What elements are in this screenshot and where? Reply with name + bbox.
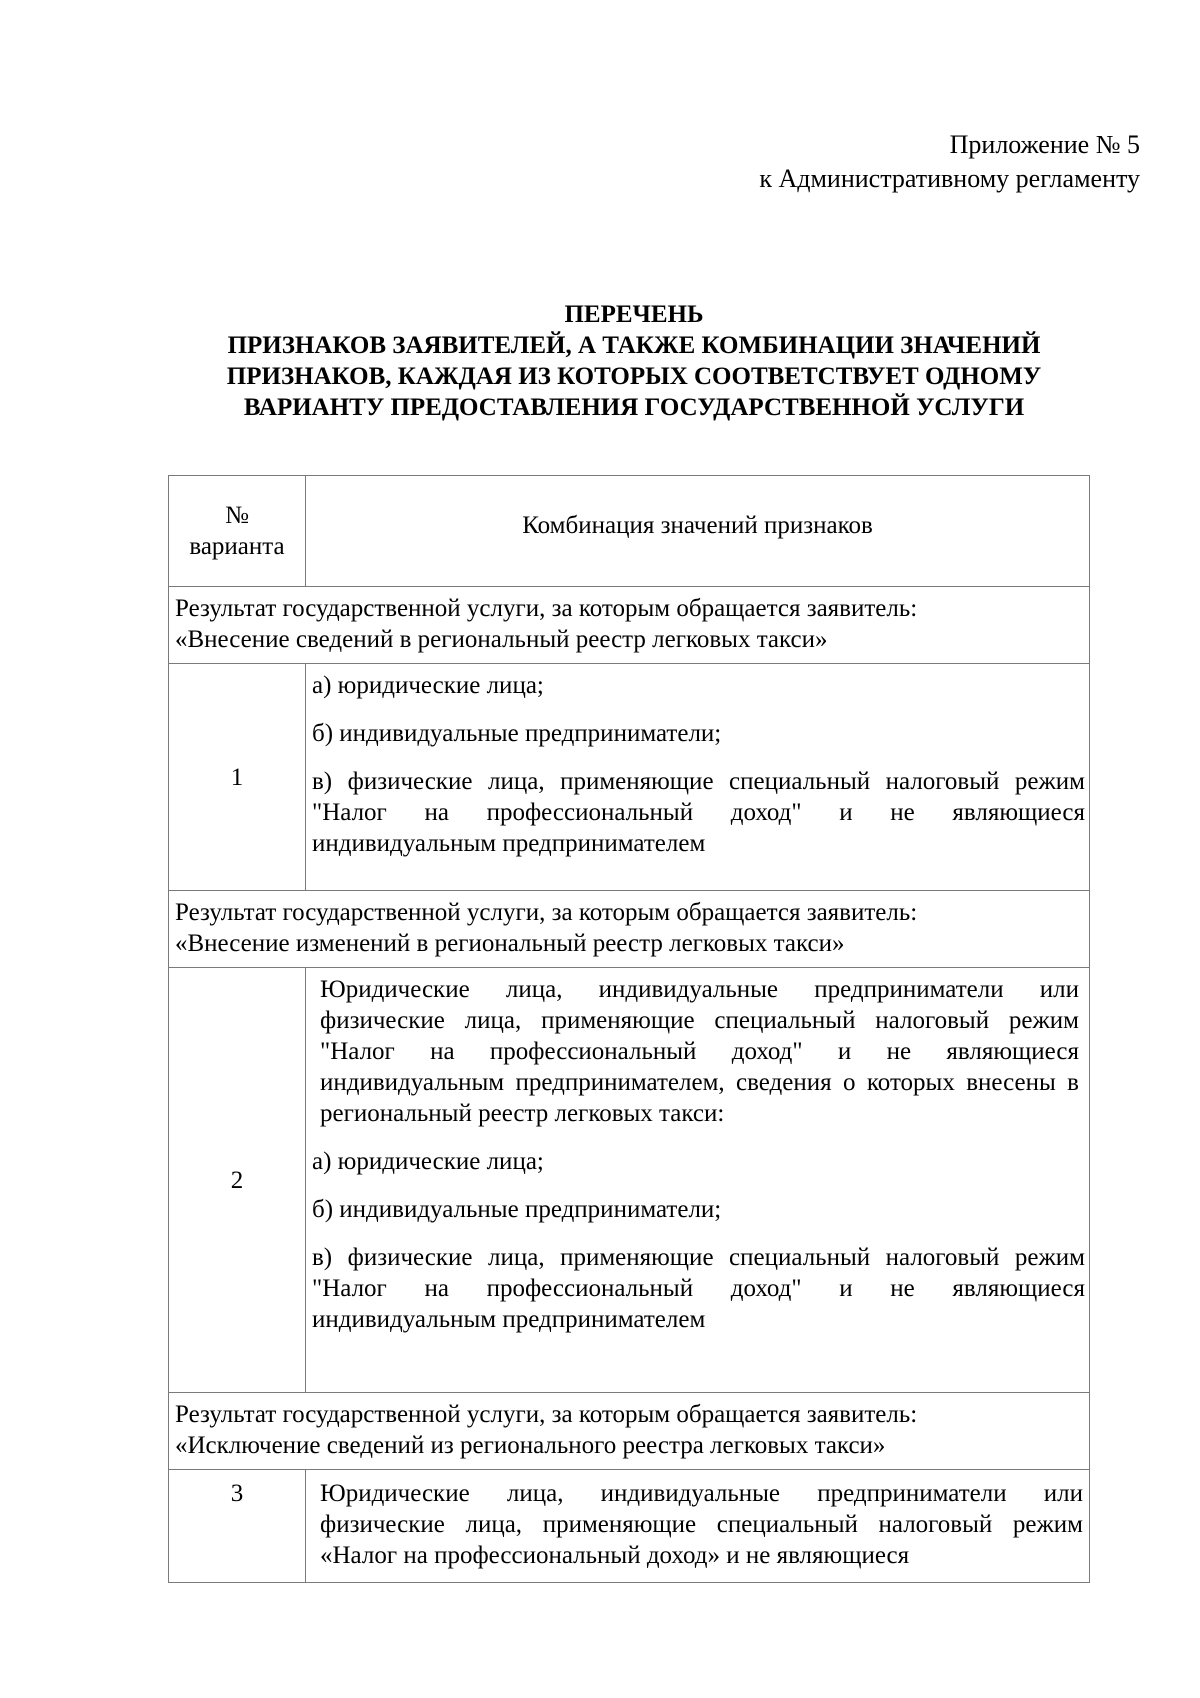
variant-2-number: 2	[169, 968, 306, 1393]
result-row-1	[169, 587, 1090, 664]
variant-row-2	[169, 968, 1090, 1393]
title-line-1: ПЕРЕЧЕНЬ	[564, 301, 704, 328]
variant-1-item-c: в) физические лица, применяющие специальный налоговый режим "Налог на профессиональный доход" и не являющиеся индивидуальным предпринимателем	[312, 768, 1085, 857]
result-cell-2	[169, 891, 1090, 968]
title-line-4: ВАРИАНТУ ПРЕДОСТАВЛЕНИЯ ГОСУДАРСТВЕННОЙ УСЛУГИ	[243, 394, 1025, 421]
variant-1-item-a: а) юридические лица;	[312, 672, 544, 699]
variant-3-intro: Юридические лица, индивидуальные предприниматели или физические лица, применяющие специальный налоговый режим «Налог на профессиональный доход» и не являющиеся	[320, 1480, 1083, 1569]
result-row-2	[169, 891, 1090, 968]
variant-1-number: 1	[169, 664, 306, 891]
result-row-3	[169, 1393, 1090, 1470]
result-cell-3	[169, 1393, 1090, 1470]
appendix-subtitle: к Административному регламенту	[759, 164, 1140, 193]
result-2-line-1: Результат государственной услуги, за которым обращается заявитель:	[175, 899, 918, 926]
result-2-line-2: «Внесение изменений в региональный реестр легковых такси»	[175, 930, 845, 957]
header-combination: Комбинация значений признаков	[306, 476, 1090, 587]
result-3-line-2: «Исключение сведений из регионального реестра легковых такси»	[175, 1432, 886, 1459]
title-line-3: ПРИЗНАКОВ, КАЖДАЯ ИЗ КОТОРЫХ СООТВЕТСТВУЕТ ОДНОМУ	[226, 363, 1042, 390]
header-number-sign: №	[225, 502, 249, 529]
variant-2-item-a: а) юридические лица;	[312, 1148, 544, 1175]
document-title	[160, 299, 1108, 423]
variant-3-combination	[306, 1470, 1090, 1583]
title-line-2: ПРИЗНАКОВ ЗАЯВИТЕЛЕЙ, А ТАКЖЕ КОМБИНАЦИИ ЗНАЧЕНИЙ	[227, 332, 1041, 359]
variant-row-3	[169, 1470, 1090, 1583]
variant-2-combination	[306, 968, 1090, 1393]
table-header-row	[169, 476, 1090, 587]
result-1-line-2: «Внесение сведений в региональный реестр легковых такси»	[175, 626, 828, 653]
appendix-reference	[759, 128, 1140, 196]
variant-2-intro: Юридические лица, индивидуальные предприниматели или физические лица, применяющие специальный налоговый режим "Налог на профессиональный доход" и не являющиеся индивидуальным предпринимателем, сведения о которых внесены в региональный реестр легковых такси:	[320, 976, 1079, 1127]
variant-1-combination	[306, 664, 1090, 891]
appendix-number: Приложение № 5	[949, 130, 1140, 159]
result-cell-1	[169, 587, 1090, 664]
variants-table	[168, 475, 1090, 1583]
variant-3-number: 3	[169, 1470, 306, 1583]
variant-2-item-b: б) индивидуальные предприниматели;	[312, 1196, 722, 1223]
variant-1-item-b: б) индивидуальные предприниматели;	[312, 720, 722, 747]
header-variant-label: варианта	[189, 533, 285, 560]
result-3-line-1: Результат государственной услуги, за которым обращается заявитель:	[175, 1401, 918, 1428]
variant-row-1	[169, 664, 1090, 891]
variant-2-item-c: в) физические лица, применяющие специальный налоговый режим "Налог на профессиональный доход" и не являющиеся индивидуальным предпринимателем	[312, 1244, 1085, 1333]
header-variant-number	[169, 476, 306, 587]
result-1-line-1: Результат государственной услуги, за которым обращается заявитель:	[175, 595, 918, 622]
